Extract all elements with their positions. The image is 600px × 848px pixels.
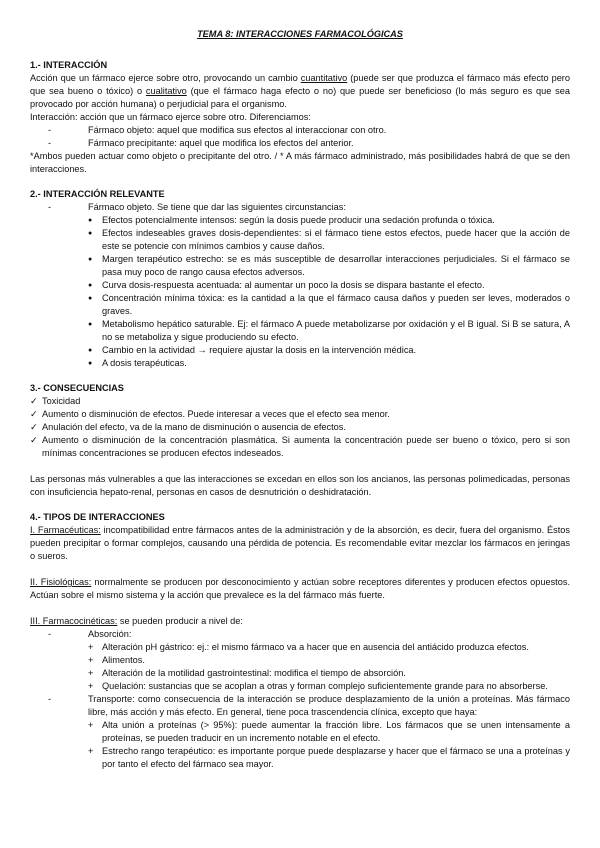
paragraph [30,576,570,602]
list-item-text: Absorción: [88,629,132,639]
section-heading: 2.- INTERACCIÓN RELEVANTE [30,189,165,199]
bullet-item: ● Concentración mínima tóxica: es la cantidad a la que el fármaco causa daños y pueden ser leves, moderados o graves. [88,292,570,318]
dash-list [30,628,570,771]
plus-item: + Alta unión a proteínas (> 95%): puede aumentar la fracción libre. Los fármacos que se unen intensamente a proteínas, se pueden traducir en un incremento notable en el efecto. [88,719,570,745]
bullet-item: ● Efectos indeseables graves dosis-dependientes: si el fármaco tiene estos efectos, puede hacer que la acción de este se potencie con mínimos cambios y cause daños. [88,227,570,253]
bullet-item: ● Metabolismo hepático saturable. Ej: el fármaco A puede metabolizarse por oxidación y el B igual. Si B se satura, A no se metaboliza y sigue produciendo su efecto. [88,318,570,344]
plus-item: + Quelación: sustancias que se acoplan a otras y forman complejo suficientemente grande para no absorberse. [88,680,570,693]
bullet-item: ● Curva dosis-respuesta acentuada: al aumentar un poco la dosis se dispara bastante el efecto. [88,279,570,292]
dash-list [30,124,570,150]
text-run: incompatibilidad entre fármacos antes de la administración y de la absorción, es decir, fuera del organismo. Éstos pueden precipitar o formar complejos, causando una pérdida de potencia. Es recomendable evitar mezclar los fármacos en jeringas o sueros. [30,525,570,561]
plus-list [74,641,570,693]
text-run: se pueden producir a nivel de: [117,616,243,626]
check-icon: ✓ [30,435,38,445]
paragraph: Interacción: acción que un fármaco ejerce sobre otro. Diferenciamos: [30,112,311,122]
bullet-item: ● A dosis terapéuticas. [88,357,570,370]
section-consecuencias [30,382,570,499]
note: *Ambos pueden actuar como objeto o precipitante del otro. / * A más fármaco administrado, más posibilidades habrá de que se den interacciones. [30,151,570,174]
bullet-item: ● Efectos potencialmente intensos: según la dosis puede producir una sedación profunda o tóxica. [88,214,570,227]
check-item-text: Aumento o disminución de la concentración plasmática. Si aumenta la concentración puede ser bueno o tóxico, pero si son mínimas concentraciones se producen efectos indeseados. [42,435,570,458]
check-item-text: Aumento o disminución de efectos. Puede interesar a veces que el efecto sea menor. [42,409,390,419]
section-interaccion [30,59,570,176]
plus-item: + Alteración pH gástrico: ej.: el mismo fármaco va a hacer que en ausencia del antiácido produzca efectos. [88,641,570,654]
list-item [30,201,570,370]
type-label: II. Fisiológicas: [30,577,92,587]
text-run: (que el fármaco haga efecto o no) que puede ser beneficioso (lo más seguro es que sea provocado por acción humana) o perjudicial para el organismo. [30,86,570,109]
plus-list [74,719,570,771]
section-tipos-interacciones [30,511,570,771]
section-heading: 4.- TIPOS DE INTERACCIONES [30,512,165,522]
paragraph [30,524,570,563]
list-item: - Fármaco precipitante: aquel que modifica los efectos del anterior. [30,137,570,150]
paragraph [30,72,570,111]
bullet-list [74,214,570,370]
bullet-item: ● Cambio en la actividad → requiere ajustar la dosis en la intervención médica. [88,344,570,357]
underlined-term: cualitativo [145,86,187,96]
list-item: - Fármaco objeto: aquel que modifica sus efectos al interaccionar con otro. [30,124,570,137]
section-heading: 3.- CONSECUENCIAS [30,383,124,393]
list-item-text: Fármaco objeto. Se tiene que dar las siguientes circunstancias: [88,202,346,212]
list-item-text: Transporte: como consecuencia de la interacción se produce desplazamiento de la unión a proteínas. Más fármaco libre, más acción y más efecto. En general, tiene poca trascendencia clínica, excepto que haya: [88,694,570,717]
plus-item: + Alimentos. [88,654,570,667]
text-run: (puede ser que produzca el fármaco más efecto pero que sea bueno o tóxico) o [30,73,570,96]
check-item [30,395,570,408]
plus-item: + Alteración de la motilidad gastrointestinal: modifica el tiempo de absorción. [88,667,570,680]
bullet-item: ● Margen terapéutico estrecho: se es más susceptible de desarrollar interacciones perjudiciales. Si el fármaco se pasa muy poco de rango causa efectos adversos. [88,253,570,279]
dash-list [30,201,570,370]
check-icon: ✓ [30,396,38,406]
list-item [30,628,570,693]
plus-item: + Estrecho rango terapéutico: es importante porque puede desplazarse y hacer que el fármaco se una a proteínas y por tanto el efecto del fármaco sea mayor. [88,745,570,771]
section-heading: 1.- INTERACCIÓN [30,60,108,70]
type-label: III. Farmacocinéticas: [30,616,118,626]
type-label: I. Farmacéuticas: [30,525,101,535]
check-item-text: Anulación del efecto, va de la mano de disminución o ausencia de efectos. [42,422,346,432]
check-icon: ✓ [30,409,38,419]
paragraph: Las personas más vulnerables a que las interacciones se excedan en ellos son los ancianos, las personas polimedicadas, personas con insuficiencia hepato-renal, personas en casos de desnutrición o deshidratación. [30,474,570,497]
check-item [30,421,570,434]
document-title: TEMA 8: INTERACCIONES FARMACOLÓGICAS [197,29,403,39]
paragraph [30,615,570,628]
underlined-term: cuantitativo [300,73,348,83]
text-run: Acción que un fármaco ejerce sobre otro, provocando un cambio [30,73,301,83]
check-icon: ✓ [30,422,38,432]
check-item [30,434,570,460]
list-item [30,693,570,771]
section-interaccion-relevante [30,188,570,370]
check-item [30,408,570,421]
check-item-text: Toxicidad [42,396,81,406]
text-run: normalmente se producen por desconocimiento y actúan sobre receptores diferentes y producen efectos opuestos. Actúan sobre el mismo sistema y la acción que prevalece es la del fármaco más fuerte. [30,577,570,600]
